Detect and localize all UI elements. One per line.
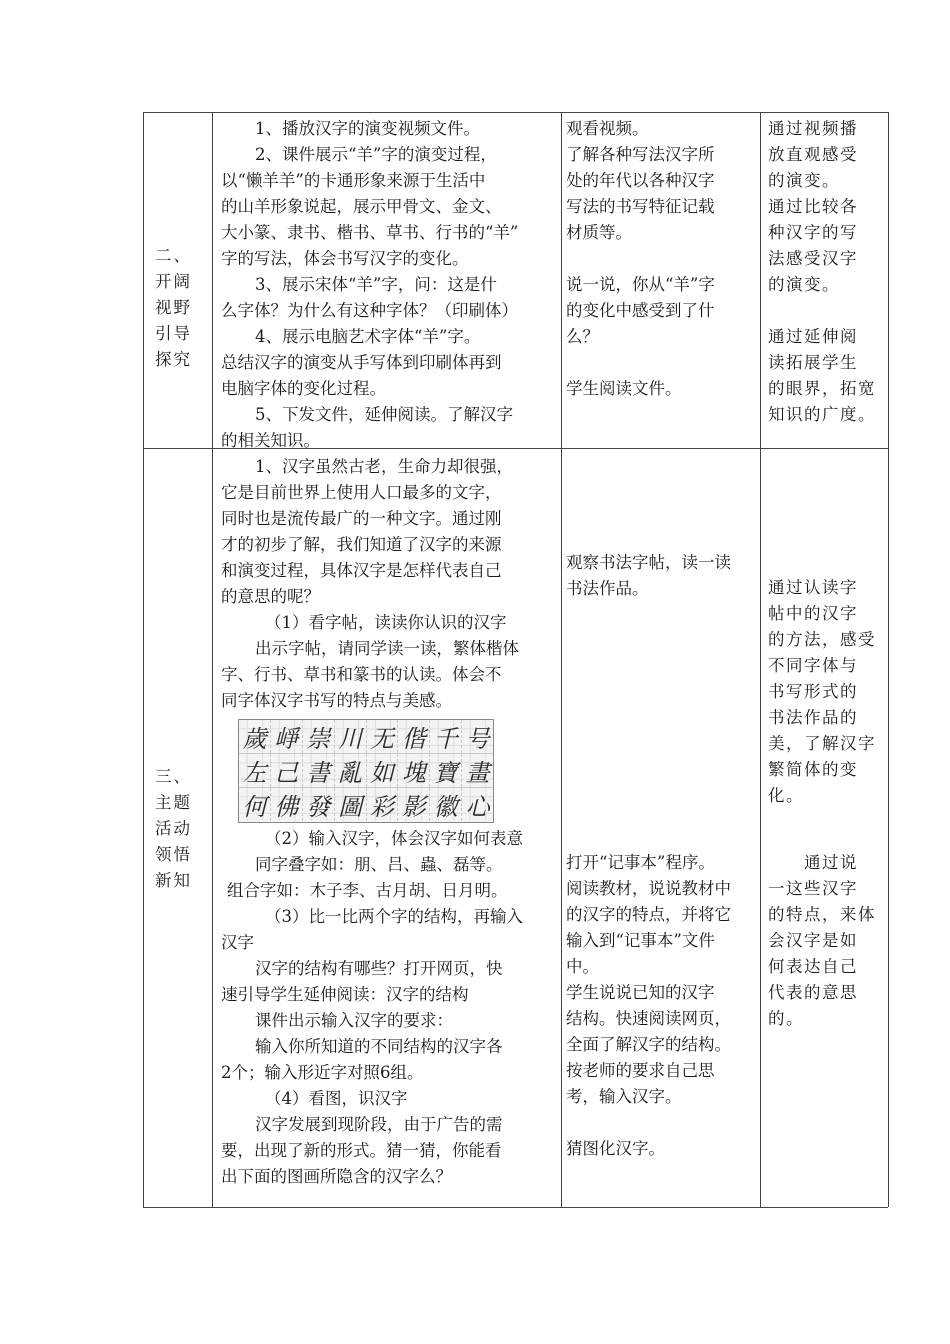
text-line: 法感受汉字 (768, 249, 858, 268)
section3-teacher-activity-a (221, 454, 561, 714)
text-line: 处的年代以各种汉字 (566, 171, 715, 190)
text-line: 书法作品的 (768, 708, 858, 727)
calligraphy-char: 歲 (239, 720, 271, 753)
calligraphy-char: 圖 (335, 788, 367, 821)
text-line: 的意思的呢？ (221, 587, 320, 606)
calligraphy-char: 畫 (462, 754, 493, 787)
label-line: 主题 (155, 793, 192, 812)
calligraphy-char: 書 (303, 754, 335, 787)
text-line: 书法作品。 (566, 579, 649, 598)
label-line: 开阔 (155, 272, 192, 291)
table-border-left (143, 112, 144, 1207)
calligraphy-row (239, 720, 493, 754)
section2-student-activity (566, 116, 758, 402)
calligraphy-sample-image (238, 719, 494, 823)
text-line: 繁简体的变 (768, 760, 858, 779)
table-divider-1 (212, 112, 213, 1207)
label-line: 领悟 (155, 845, 192, 864)
text-line: 电脑字体的变化过程。 (221, 379, 386, 398)
table-divider-2 (561, 112, 562, 1207)
text-line: 的相关知识。 (221, 431, 320, 450)
text-line: 组合字如：木子李、古月胡、日月明。 (227, 881, 508, 900)
calligraphy-char: 發 (303, 788, 335, 821)
text-line: 的汉字的特点，并将它 (566, 905, 731, 924)
text-line: 了解各种写法汉字所 (566, 145, 715, 164)
text-line: 通过视频播 (768, 119, 858, 138)
text-line: 的山羊形象说起，展示甲骨文、金文、 (221, 197, 502, 216)
text-line: 的眼界，拓宽 (768, 379, 876, 398)
text-line: 学生阅读文件。 (566, 379, 682, 398)
calligraphy-row (239, 754, 493, 788)
calligraphy-char: 千 (430, 720, 462, 753)
calligraphy-char: 崢 (271, 720, 303, 753)
label-line: 二、 (155, 246, 192, 265)
text-line: 按老师的要求自己思 (566, 1061, 715, 1080)
calligraphy-char: 偕 (398, 720, 430, 753)
section3-student-activity-a (566, 550, 758, 602)
text-line: 代表的意思 (768, 983, 858, 1002)
label-line: 视野 (155, 298, 192, 317)
text-line: 会汉字是如 (768, 931, 858, 950)
text-line: 的演变。 (768, 275, 840, 294)
calligraphy-char: 川 (335, 720, 367, 753)
calligraphy-char: 心 (462, 788, 493, 821)
text-line: 打开“记事本”程序。 (566, 853, 715, 872)
text-line: 出示字帖，请同学读一读，繁体楷体 (255, 639, 519, 658)
text-line: 说一说，你从“羊”字 (566, 275, 715, 294)
text-line: 它是目前世界上使用人口最多的文字， (221, 483, 502, 502)
text-line: 出下面的图画所隐含的汉字么？ (221, 1167, 452, 1186)
text-line: 汉字 (221, 933, 254, 952)
text-line: 2、课件展示“羊”字的演变过程， (255, 145, 497, 164)
table-border-bottom (143, 1207, 888, 1208)
section3-design-intent-b (768, 850, 882, 1032)
text-line: 的演变。 (768, 171, 840, 190)
text-line (768, 298, 882, 324)
text-line: 课件出示输入汉字的要求： (255, 1011, 453, 1030)
text-line: 同字体汉字书写的特点与美感。 (221, 691, 452, 710)
calligraphy-char: 崇 (303, 720, 335, 753)
text-line: 通过延伸阅 (768, 327, 858, 346)
calligraphy-char: 塊 (398, 754, 430, 787)
text-line: 阅读教材，说说教材中 (566, 879, 731, 898)
text-line: （3）比一比两个字的结构，再输入 (265, 907, 523, 926)
calligraphy-char: 左 (239, 754, 271, 787)
text-line: 么字体？为什么有这种字体？（印刷体） (221, 301, 518, 320)
text-line: 以“懒羊羊”的卡通形象来源于生活中 (221, 171, 486, 190)
section3-label (155, 764, 205, 894)
text-line: 汉字的结构有哪些？打开网页，快 (255, 959, 503, 978)
table-border-right (888, 112, 889, 1207)
section3-teacher-activity-b (221, 826, 561, 1190)
text-line: 观察书法字帖，读一读 (566, 553, 731, 572)
text-line (566, 1110, 758, 1136)
text-line: 读拓展学生 (768, 353, 858, 372)
text-line: （1）看字帖，读读你认识的汉字 (265, 613, 507, 632)
text-line: 2个；输入形近字对照6组。 (221, 1063, 424, 1082)
label-line: 活动 (155, 819, 192, 838)
text-line: （2）输入汉字，体会汉字如何表意 (265, 829, 523, 848)
text-line: 材质等。 (566, 223, 632, 242)
text-line: 1、汉字虽然古老，生命力却很强， (255, 457, 513, 476)
text-line: 的特点，来体 (768, 905, 876, 924)
text-line: 写法的书写特征记载 (566, 197, 715, 216)
calligraphy-char: 己 (271, 754, 303, 787)
text-line: 通过比较各 (768, 197, 858, 216)
calligraphy-char: 彩 (367, 788, 399, 821)
table-border-top (143, 112, 888, 113)
text-line: 4、展示电脑艺术字体“羊”字。 (255, 327, 481, 346)
text-line: 字的写法，体会书写汉字的变化。 (221, 249, 469, 268)
section2-design-intent (768, 116, 882, 428)
calligraphy-char: 无 (367, 720, 399, 753)
text-line (566, 350, 758, 376)
text-line (566, 246, 758, 272)
text-line: 美，了解汉字 (768, 734, 876, 753)
text-line: 学生说说已知的汉字 (566, 983, 715, 1002)
text-line: 大小篆、隶书、楷书、草书、行书的“羊” (221, 223, 519, 242)
label-line: 新知 (155, 871, 192, 890)
text-line: 通过认读字 (768, 578, 858, 597)
text-line: 同时也是流传最广的一种文字。通过刚 (221, 509, 502, 528)
text-line: 何表达自己 (768, 957, 858, 976)
text-line: 5、下发文件，延伸阅读。了解汉字 (255, 405, 513, 424)
text-line: 不同字体与 (768, 656, 858, 675)
calligraphy-char: 佛 (271, 788, 303, 821)
text-line: 化。 (768, 786, 804, 805)
text-line: 输入到“记事本”文件 (566, 931, 715, 950)
text-line: 么？ (566, 327, 599, 346)
text-line: 的方法，感受 (768, 630, 876, 649)
text-line: 字、行书、草书和篆书的认读。体会不 (221, 665, 502, 684)
label-line: 探究 (155, 350, 192, 369)
text-line: 观看视频。 (566, 119, 649, 138)
text-line: 输入你所知道的不同结构的汉字各 (255, 1037, 503, 1056)
calligraphy-char: 影 (398, 788, 430, 821)
table-divider-3 (760, 112, 761, 1207)
calligraphy-char: 何 (239, 788, 271, 821)
text-line: 同字叠字如：朋、吕、蟲、磊等。 (255, 855, 503, 874)
text-line: 帖中的汉字 (768, 604, 858, 623)
text-line: 的变化中感受到了什 (566, 301, 715, 320)
section3-student-activity-b (566, 850, 758, 1162)
text-line: 中。 (566, 957, 599, 976)
section2-teacher-activity (221, 116, 561, 454)
text-line: 要，出现了新的形式。猜一猜，你能看 (221, 1141, 502, 1160)
text-line: 总结汉字的演变从手写体到印刷体再到 (221, 353, 502, 372)
calligraphy-char: 如 (367, 754, 399, 787)
label-line: 引导 (155, 324, 192, 343)
text-line: 和演变过程，具体汉字是怎样代表自己 (221, 561, 502, 580)
text-line: 速引导学生延伸阅读：汉字的结构 (221, 985, 469, 1004)
text-line: 书写形式的 (768, 682, 858, 701)
calligraphy-char: 寶 (430, 754, 462, 787)
text-line: 的。 (768, 1009, 804, 1028)
text-line: 1、播放汉字的演变视频文件。 (255, 119, 480, 138)
text-line: 考，输入汉字。 (566, 1087, 682, 1106)
text-line: （4）看图，识汉字 (265, 1089, 408, 1108)
text-line: 放直观感受 (768, 145, 858, 164)
text-line: 一这些汉字 (768, 879, 858, 898)
text-line: 全面了解汉字的结构。 (566, 1035, 731, 1054)
calligraphy-char: 亂 (335, 754, 367, 787)
text-line: 才的初步了解，我们知道了汉字的来源 (221, 535, 502, 554)
text-line: 知识的广度。 (768, 405, 876, 424)
text-line: 猜图化汉字。 (566, 1139, 665, 1158)
calligraphy-row (239, 788, 493, 821)
label-line: 三、 (155, 767, 192, 786)
text-line: 通过说 (804, 853, 858, 872)
text-line: 3、展示宋体“羊”字，问：这是什 (255, 275, 497, 294)
text-line: 结构。快速阅读网页， (566, 1009, 731, 1028)
text-line: 种汉字的写 (768, 223, 858, 242)
calligraphy-char: 号 (462, 720, 493, 753)
section2-label (155, 243, 205, 373)
calligraphy-char: 徽 (430, 788, 462, 821)
text-line: 汉字发展到现阶段，由于广告的需 (255, 1115, 503, 1134)
section3-design-intent-a (768, 575, 882, 809)
